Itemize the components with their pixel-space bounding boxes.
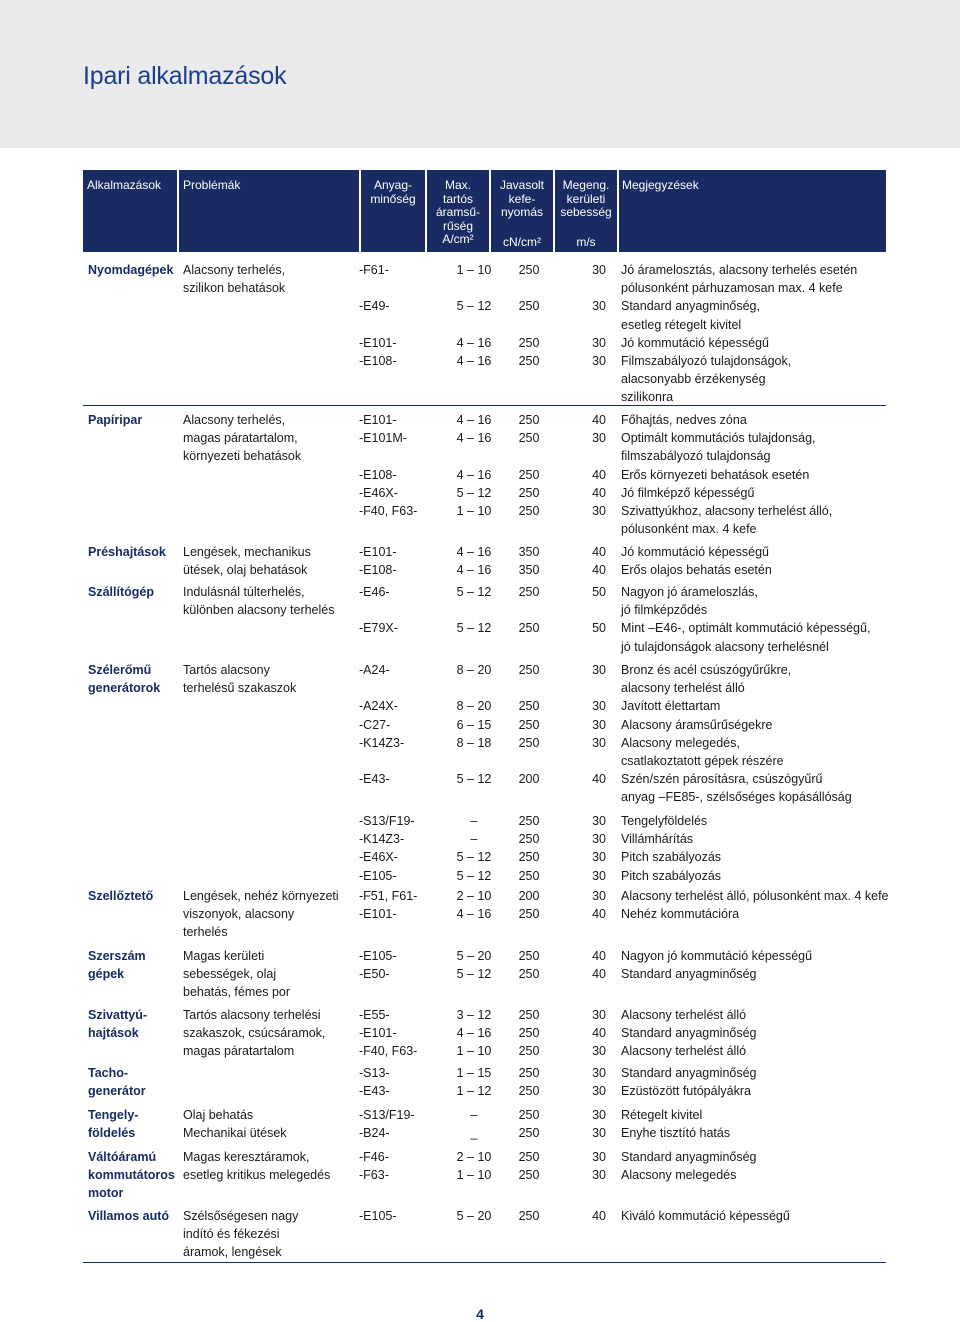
brush-pressure: 250 (518, 413, 540, 427)
material-grade: -E43- (359, 1084, 390, 1099)
current-density: 5 – 12 (456, 772, 492, 787)
brush-pressure: 250 (518, 850, 540, 865)
brush-pressure: 250 (518, 1209, 540, 1223)
current-density: _ (470, 1126, 478, 1141)
problem-text: Magas kerületi sebességek, olaj behatás, fémes por (183, 949, 291, 1000)
material-grade: -K14Z3- (359, 832, 405, 847)
remark-text: Alacsony melegedés, csatlakoztatott gépek részére (621, 735, 784, 768)
current-density: 5 – 12 (456, 850, 492, 865)
circumferential-speed: 50 (592, 585, 606, 599)
remark-text: Enyhe tisztító hatás (621, 1126, 731, 1141)
circumferential-speed: 30 (592, 832, 606, 847)
material-grade: -E108- (359, 563, 397, 578)
brush-pressure: 250 (518, 504, 540, 518)
circumferential-speed: 30 (592, 717, 606, 732)
material-grade: -C27- (359, 717, 391, 732)
material-grade: -E105- (359, 868, 397, 883)
circumferential-speed: 40 (592, 1209, 606, 1223)
problem-text: Indulásnál túlterhelés, különben alacsony terhelés (183, 585, 335, 618)
problem-text: Tartós alacsony terhelési szakaszok, csúcsáramok, magas páratartalom (183, 1008, 326, 1059)
remark-text: Nehéz kommutációra (621, 907, 740, 922)
header-problems: Problémák (179, 170, 359, 252)
material-grade: -F40, F63- (359, 1044, 418, 1059)
circumferential-speed: 30 (592, 1084, 606, 1099)
material-grade: -E55- (359, 1008, 390, 1022)
material-grade: -B24- (359, 1126, 390, 1141)
remark-text: Jó filmképző képességű (621, 485, 755, 500)
remark-text: Szivattyúkhoz, alacsony terhelést álló, pólusonként max. 4 kefe (621, 504, 833, 537)
header-notes: Megjegyzések (619, 170, 886, 252)
remark-text: Javított élettartam (621, 699, 721, 714)
material-grade: -A24X- (359, 699, 398, 714)
application-label: Tacho- generátor (88, 1066, 146, 1099)
remark-text: Standard anyagminőség (621, 1026, 757, 1041)
remark-text: Pitch szabályozás (621, 850, 722, 865)
circumferential-speed: 30 (592, 1126, 606, 1141)
brush-pressure: 250 (518, 467, 540, 482)
remark-text: Nagyon jó kommutáció képességű (621, 949, 813, 963)
material-grade: -S13/F19- (359, 814, 415, 829)
circumferential-speed: 30 (592, 699, 606, 714)
circumferential-speed: 30 (592, 850, 606, 865)
material-grade: -E101- (359, 907, 397, 922)
remark-text: Jó kommutáció képességű (621, 545, 769, 559)
remark-text: Rétegelt kivitel (621, 1108, 703, 1122)
current-density: 4 – 16 (456, 907, 492, 922)
material-grade: -E49- (359, 299, 390, 314)
application-label: Szállítógép (88, 585, 154, 599)
circumferential-speed: 40 (592, 949, 606, 963)
page-number: 4 (476, 1306, 484, 1322)
current-density: 5 – 12 (456, 967, 492, 982)
circumferential-speed: 50 (592, 621, 606, 636)
material-grade: -E101- (359, 545, 397, 559)
circumferential-speed: 30 (592, 299, 606, 314)
remark-text: Tengelyföldelés (621, 814, 708, 829)
material-grade: -F51, F61- (359, 889, 418, 903)
brush-pressure: 200 (518, 889, 540, 903)
material-grade: -E46- (359, 585, 390, 599)
material-grade: -S13/F19- (359, 1108, 415, 1122)
current-density: 1 – 10 (456, 504, 492, 518)
circumferential-speed: 30 (592, 1150, 606, 1164)
brush-pressure: 250 (518, 585, 540, 599)
problem-text: Olaj behatás Mechanikai ütések (183, 1108, 287, 1141)
remark-text: Alacsony áramsűrűségekre (621, 717, 773, 732)
material-grade: -K14Z3- (359, 735, 405, 750)
material-grade: -E101- (359, 413, 397, 427)
brush-pressure: 350 (518, 545, 540, 559)
material-grade: -F46- (359, 1150, 389, 1164)
remark-text: Standard anyagminőség (621, 967, 757, 982)
brush-pressure: 250 (518, 699, 540, 714)
circumferential-speed: 30 (592, 504, 606, 518)
remark-text: Mint –E46-, optimált kommutáció képességű, jó tulajdonságok alacsony terhelésnél (621, 621, 871, 654)
circumferential-speed: 30 (592, 868, 606, 883)
application-label: Préshajtások (88, 545, 166, 559)
material-grade: -E105- (359, 1209, 397, 1223)
current-density: 4 – 16 (456, 563, 492, 578)
problem-text: Magas keresztáramok, esetleg kritikus melegedés (183, 1150, 331, 1183)
brush-pressure: 250 (518, 299, 540, 314)
remark-text: Optimált kommutációs tulajdonság, filmszabályozó tulajdonság (621, 431, 816, 464)
circumferential-speed: 40 (592, 907, 606, 922)
circumferential-speed: 30 (592, 354, 606, 368)
application-label: Villamos autó (88, 1209, 170, 1223)
current-density: 3 – 12 (456, 1008, 492, 1022)
application-label: Papíripar (88, 413, 143, 427)
circumferential-speed: 40 (592, 967, 606, 982)
remark-text: Erős környezeti behatások esetén (621, 467, 810, 482)
page-title: Ipari alkalmazások (83, 62, 287, 90)
current-density: 4 – 16 (456, 413, 492, 427)
brush-pressure: 250 (518, 1066, 540, 1080)
brush-pressure: 250 (518, 354, 540, 368)
circumferential-speed: 30 (592, 335, 606, 350)
material-grade: -E101M- (359, 431, 407, 446)
circumferential-speed: 40 (592, 563, 606, 578)
remark-text: Standard anyagminőség (621, 1150, 757, 1164)
brush-pressure: 250 (518, 868, 540, 883)
remark-text: Alacsony terhelést álló (621, 1008, 747, 1022)
current-density: 6 – 15 (456, 717, 492, 732)
problem-text: Szélsőségesen nagy indító és fékezési áramok, lengések (183, 1209, 299, 1260)
current-density: 8 – 18 (456, 735, 492, 750)
current-density: 2 – 10 (456, 889, 492, 903)
material-grade: -F63- (359, 1168, 389, 1183)
circumferential-speed: 30 (592, 263, 606, 277)
problem-text: Lengések, mechanikus ütések, olaj behatások (183, 545, 311, 578)
table-rule (83, 405, 886, 406)
brush-pressure: 250 (518, 832, 540, 847)
circumferential-speed: 40 (592, 545, 606, 559)
current-density: 1 – 10 (456, 263, 492, 277)
material-grade: -E101- (359, 1026, 397, 1041)
application-label: Tengely- földelés (88, 1108, 139, 1141)
current-density: 5 – 20 (456, 949, 492, 963)
current-density: 5 – 12 (456, 621, 492, 636)
application-label: Nyomdagépek (88, 263, 174, 277)
material-grade: -E46X- (359, 485, 398, 500)
circumferential-speed: 30 (592, 889, 606, 903)
remark-text: Erős olajos behatás esetén (621, 563, 772, 578)
header-brush-pressure-label: Javasolt kefe- nyomás (499, 178, 545, 219)
material-grade: -E101- (359, 335, 397, 350)
material-grade: -E108- (359, 354, 397, 368)
problem-text: Alacsony terhelés, szilikon behatások (183, 263, 286, 296)
circumferential-speed: 30 (592, 735, 606, 750)
brush-pressure: 250 (518, 907, 540, 922)
remark-text: Alacsony terhelést álló (621, 1044, 747, 1059)
problem-text: Lengések, nehéz környezeti viszonyok, alacsony terhelés (183, 889, 339, 940)
current-density: 5 – 12 (456, 299, 492, 314)
current-density: 5 – 20 (456, 1209, 492, 1223)
current-density: – (470, 814, 478, 829)
application-label: Váltóáramú kommutátoros motor (88, 1150, 175, 1201)
brush-pressure: 250 (518, 735, 540, 750)
brush-pressure: 250 (518, 1026, 540, 1041)
current-density: 1 – 15 (456, 1066, 492, 1080)
current-density: 4 – 16 (456, 335, 492, 350)
circumferential-speed: 40 (592, 467, 606, 482)
remark-text: Alacsony melegedés (621, 1168, 737, 1183)
remark-text: Kiváló kommutáció képességű (621, 1209, 790, 1223)
brush-pressure: 250 (518, 1168, 540, 1183)
remark-text: Szén/szén párosításra, csúszógyűrű anyag –FE85-, szélsőséges kopásállóság (621, 772, 852, 805)
brush-pressure: 200 (518, 772, 540, 787)
current-density: – (470, 832, 478, 847)
remark-text: Jó kommutáció képességű (621, 335, 769, 350)
header-speed-label: Megeng. kerületi sebesség (560, 178, 612, 219)
material-grade: -E108- (359, 467, 397, 482)
circumferential-speed: 40 (592, 413, 606, 427)
application-label: Szélerőmű generátorok (88, 663, 161, 696)
brush-pressure: 250 (518, 1126, 540, 1141)
current-density: 5 – 12 (456, 868, 492, 883)
current-density: 8 – 20 (456, 699, 492, 714)
brush-pressure: 250 (518, 1044, 540, 1059)
brush-pressure: 250 (518, 967, 540, 982)
remark-text: Ezüstözött futópályákra (621, 1084, 751, 1099)
remark-text: Standard anyagminőség (621, 1066, 757, 1080)
current-density: 2 – 10 (456, 1150, 492, 1164)
header-applications: Alkalmazások (83, 170, 177, 252)
circumferential-speed: 30 (592, 814, 606, 829)
current-density: 1 – 10 (456, 1168, 492, 1183)
current-density: 8 – 20 (456, 663, 492, 677)
material-grade: -E43- (359, 772, 390, 787)
remark-text: Nagyon jó árameloszlás, jó filmképződés (621, 585, 758, 618)
brush-pressure: 250 (518, 814, 540, 829)
brush-pressure: 250 (518, 1150, 540, 1164)
material-grade: -E46X- (359, 850, 398, 865)
brush-pressure: 250 (518, 1108, 540, 1122)
header-brush-pressure-unit: cN/cm² (503, 234, 541, 249)
current-density: 4 – 16 (456, 431, 492, 446)
material-grade: -E105- (359, 949, 397, 963)
header-grade: Anyag- minőség (361, 170, 425, 252)
material-grade: -A24- (359, 663, 390, 677)
current-density: 4 – 16 (456, 1026, 492, 1041)
current-density: 4 – 16 (456, 467, 492, 482)
circumferential-speed: 40 (592, 1026, 606, 1041)
circumferential-speed: 30 (592, 431, 606, 446)
application-label: Szivattyú- hajtások (88, 1008, 148, 1041)
header-speed-unit: m/s (576, 234, 596, 249)
circumferential-speed: 30 (592, 1168, 606, 1183)
material-grade: -E50- (359, 967, 390, 982)
remark-text: Pitch szabályozás (621, 868, 722, 883)
application-label: Szerszám gépek (88, 949, 146, 982)
brush-pressure: 250 (518, 949, 540, 963)
material-grade: -E79X- (359, 621, 398, 636)
brush-pressure: 250 (518, 621, 540, 636)
circumferential-speed: 40 (592, 485, 606, 500)
current-density: 5 – 12 (456, 485, 492, 500)
remark-text: Főhajtás, nedves zóna (621, 413, 747, 427)
application-label: Szellőztető (88, 889, 154, 903)
circumferential-speed: 40 (592, 772, 606, 787)
problem-text: Tartós alacsony terhelésű szakaszok (183, 663, 297, 696)
material-grade: -F61- (359, 263, 389, 277)
brush-pressure: 250 (518, 1084, 540, 1099)
circumferential-speed: 30 (592, 1108, 606, 1122)
brush-pressure: 350 (518, 563, 540, 578)
current-density: 5 – 12 (456, 585, 492, 599)
brush-pressure: 250 (518, 485, 540, 500)
circumferential-speed: 30 (592, 663, 606, 677)
current-density: – (470, 1108, 478, 1122)
material-grade: -S13- (359, 1066, 390, 1080)
circumferential-speed: 30 (592, 1008, 606, 1022)
current-density: 4 – 16 (456, 545, 492, 559)
material-grade: -F40, F63- (359, 504, 418, 518)
current-density: 1 – 10 (456, 1044, 492, 1059)
current-density: 4 – 16 (456, 354, 492, 368)
problem-text: Alacsony terhelés, magas páratartalom, környezeti behatások (183, 413, 302, 464)
remark-text: Villámhárítás (621, 832, 694, 847)
brush-pressure: 250 (518, 335, 540, 350)
remark-text: Alacsony terhelést álló, pólusonként max. 4 kefe (621, 889, 889, 903)
brush-pressure: 250 (518, 263, 540, 277)
brush-pressure: 250 (518, 431, 540, 446)
remark-text: Standard anyagminőség, esetleg rétegelt kivitel (621, 299, 760, 332)
circumferential-speed: 30 (592, 1044, 606, 1059)
table-rule (83, 1262, 886, 1263)
brush-pressure: 250 (518, 717, 540, 732)
brush-pressure: 250 (518, 663, 540, 677)
circumferential-speed: 30 (592, 1066, 606, 1080)
current-density: 1 – 12 (456, 1084, 492, 1099)
remark-text: Filmszabályozó tulajdonságok, alacsonyabb érzékenység szilikonra (621, 354, 792, 405)
header-current-density: Max. tartós áramsű- rűség A/cm² (427, 170, 489, 252)
brush-pressure: 250 (518, 1008, 540, 1022)
remark-text: Bronz és acél csúszógyűrűkre, alacsony terhelést álló (621, 663, 792, 696)
remark-text: Jó áramelosztás, alacsony terhelés esetén pólusonként párhuzamosan max. 4 kefe (621, 263, 858, 296)
